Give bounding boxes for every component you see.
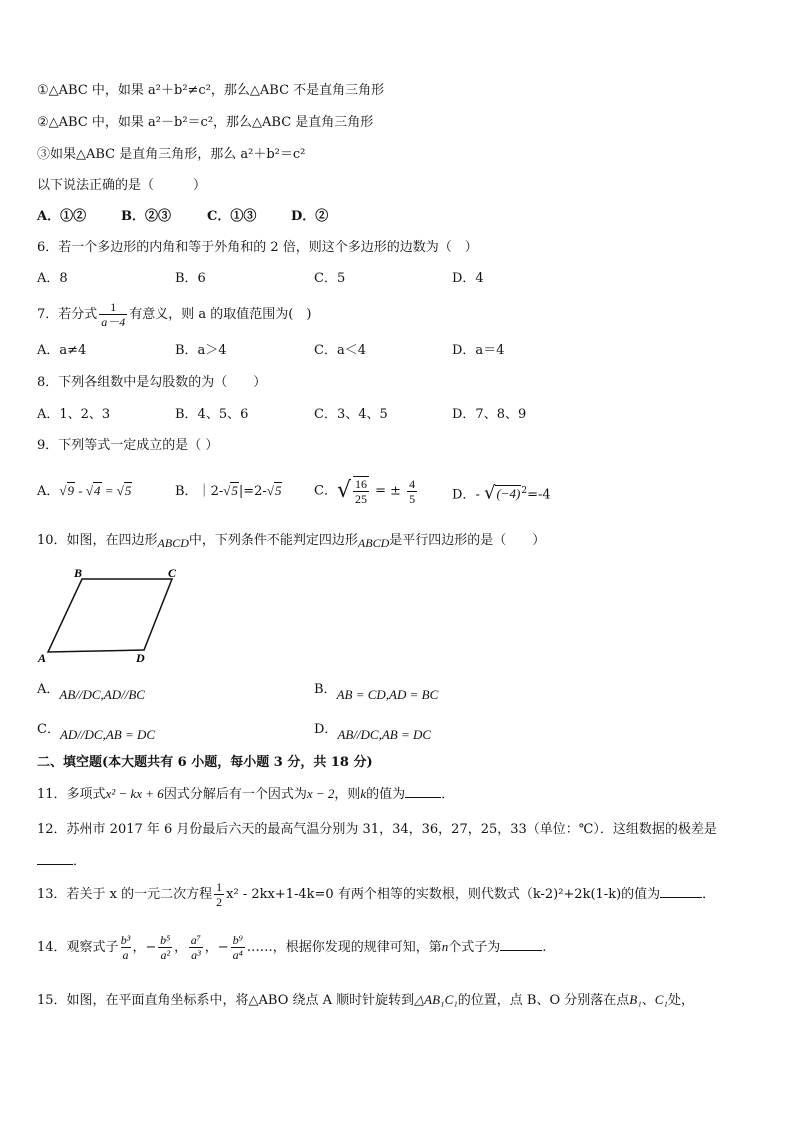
q9-d-label: D． — [452, 487, 476, 503]
question-13 — [37, 880, 715, 909]
q11-mid2: ，则 — [334, 787, 361, 802]
q9-c-den: 25 — [354, 492, 367, 506]
q9-c-rhs — [407, 477, 417, 506]
label-d: D — [136, 651, 145, 665]
statement-1: ①△ABC 中，如果 a²＋b²≠c²，那么△ABC 不是直角三角形 — [37, 83, 385, 98]
q14-frac1-num: b³ — [120, 933, 131, 947]
question-11 — [37, 785, 454, 804]
q9-c-label: C． — [314, 483, 337, 499]
q9-b-rad: 5 — [231, 483, 238, 498]
q9-d-rhs: =-4 — [527, 487, 551, 503]
q10-d-label: D． — [314, 722, 338, 737]
question-7 — [37, 300, 311, 329]
label-a: A — [38, 651, 47, 665]
q11-answer-blank[interactable] — [405, 785, 441, 798]
q14-frac-4 — [231, 933, 245, 962]
q14-frac4-num: b⁹ — [232, 933, 243, 947]
q7-frac-num: 1 — [110, 300, 117, 314]
q11-mid: 因式分解后有一个因式为 — [163, 787, 307, 802]
q14-n: n — [441, 939, 449, 954]
question-9: 9．下列等式一定成立的是（ ） — [37, 438, 219, 453]
q15-end: 处， — [667, 993, 694, 1008]
label-b: B — [74, 566, 83, 580]
section-title: 二、填空题(本大题共有 6 小题，每小题 3 分，共 18 分) — [37, 755, 373, 770]
q9-b-label: B． — [175, 484, 198, 499]
q13-pre: 13．若关于 x 的一元二次方程 — [37, 887, 213, 902]
q9-option-b: B．｜2-√5|=2-√5 — [175, 483, 282, 499]
q14-sign-4: ，− — [204, 940, 229, 955]
q14-frac1-den: a — [122, 948, 129, 962]
q7-option-d: D．a＝4 — [452, 343, 505, 358]
q11-post: 的值为 — [366, 787, 406, 802]
q14-frac4-den: a⁴ — [232, 948, 243, 962]
q14-answer-blank[interactable] — [500, 938, 542, 951]
q13-answer-blank[interactable] — [660, 885, 702, 898]
q10-pre: 10．如图，在四边形 — [37, 533, 158, 548]
option-a: A．①② — [37, 209, 87, 224]
q9-a-rad1: 9 — [67, 483, 75, 498]
q9-d-exp: 2 — [521, 486, 528, 496]
question-14 — [37, 933, 546, 962]
q13-end: ． — [702, 887, 716, 902]
q14-post: ……，根据你发现的规律可知，第 — [246, 940, 442, 955]
q11-end: ． — [441, 787, 455, 802]
q14-frac3-num: a⁷ — [190, 933, 201, 947]
q11-var: k — [360, 786, 367, 801]
q9-c-rhs-num: 4 — [409, 476, 416, 491]
q14-frac2-den: a² — [160, 948, 171, 962]
q15-p1: B₁ — [629, 992, 642, 1007]
q7-option-c: C．a＜4 — [314, 343, 366, 358]
q14-post2: 个式子为 — [448, 940, 501, 955]
q12-end: ． — [73, 854, 87, 869]
q11-poly: x² − kx + 6 — [105, 786, 164, 801]
q14-sign-3: ， — [174, 940, 188, 955]
q9-a-rad3: 5 — [124, 483, 132, 498]
q14-sign-2: ，− — [132, 940, 157, 955]
q14-frac-3 — [189, 933, 203, 962]
q10-option-a — [37, 680, 145, 702]
q15-sep: 、 — [641, 993, 655, 1008]
q6-option-d: D．4 — [452, 271, 484, 286]
statement-prompt: 以下说法正确的是（ ） — [37, 178, 207, 193]
q13-fraction — [214, 880, 224, 909]
q8-option-d: D．7、8、9 — [452, 407, 527, 422]
q9-c-frac — [353, 476, 369, 506]
q13-mid: x² - 2kx+1-4k=0 有两个相等的实数根，则代数式（k-2)²+2k(1-k)的值为 — [226, 887, 661, 902]
q10-option-c — [37, 720, 156, 742]
question-12-cont — [37, 852, 86, 871]
parallelogram-figure — [36, 565, 186, 665]
q10-option-b — [314, 680, 439, 702]
q14-frac-2 — [158, 933, 172, 962]
q10-d-expr: AB//DC,AB = DC — [337, 727, 432, 742]
q10-c-expr: AD//DC,AB = DC — [59, 727, 156, 742]
q10-quad1: ABCD — [157, 536, 189, 550]
question-6: 6．若一个多边形的内角和等于外角和的 2 倍，则这个多边形的边数为（ ） — [37, 240, 478, 255]
q8-option-a: A．1、2、3 — [37, 407, 111, 422]
q13-frac-num: 1 — [216, 880, 223, 894]
statement-2: ②△ABC 中，如果 a²－b²＝c²，那么△ABC 是直角三角形 — [37, 115, 374, 130]
option-c: C．①③ — [207, 209, 257, 224]
q8-option-b: B．4、5、6 — [175, 407, 249, 422]
parallelogram-shape — [48, 579, 172, 652]
q14-pre: 14．观察式子 — [37, 940, 119, 955]
q10-quad2: ABCD — [357, 536, 390, 550]
q9-c-rhs-den: 5 — [409, 491, 416, 506]
q10-c-label: C． — [37, 722, 60, 737]
q6-option-b: B．6 — [175, 271, 206, 286]
q9-b-mid: |=2- — [238, 484, 267, 499]
question-15 — [37, 991, 694, 1010]
q7-frac-den: a－4 — [101, 315, 126, 329]
q9-c-num: 16 — [354, 477, 367, 491]
q9-a-label: A． — [37, 484, 60, 499]
q6-option-c: C．5 — [314, 271, 346, 286]
q9-b-pre: ｜2- — [197, 484, 224, 499]
q10-a-expr: AB//DC,AD//BC — [59, 687, 145, 702]
label-c: C — [168, 566, 177, 580]
q9-option-c: C．√ $\frac{16}{25}$ = ± $\frac{4}{5}$ — [314, 476, 416, 506]
q10-a-label: A． — [37, 682, 60, 697]
option-d: D．② — [291, 209, 329, 224]
q9-a-rad2: 4 — [94, 483, 101, 498]
q10-option-d — [314, 720, 432, 742]
q10-mid: 中，下列条件不能判定四边形 — [188, 533, 358, 548]
q14-frac2-num: b⁵ — [160, 933, 171, 947]
q14-end: . — [542, 940, 547, 955]
q15-p2: C₁ — [654, 992, 668, 1007]
q12-answer-blank[interactable] — [37, 852, 73, 865]
q14-frac-1 — [121, 933, 131, 962]
q10-post: 是平行四边形的是（ ） — [389, 533, 546, 548]
q11-factor: x − 2 — [306, 786, 335, 801]
q6-option-a: A．8 — [37, 271, 68, 286]
q9-option-d: D．- $√(-4)^2=-4$ — [452, 482, 551, 504]
q10-b-expr: AB = CD,AD = BC — [336, 687, 439, 702]
q11-pre: 11．多项式 — [37, 787, 106, 802]
q7-fraction — [99, 300, 127, 329]
q9-b-rad2: 5 — [274, 483, 282, 498]
q15-tri: △AB₁C₁ — [414, 992, 458, 1007]
q7-prefix: 7．若分式 — [37, 307, 98, 322]
q9-option-a: A．√9 - √4 = √5 — [37, 483, 132, 499]
q7-suffix: 有意义，则 a 的取值范围为( ) — [129, 307, 312, 322]
q15-mid: 的位置，点 B、O 分别落在点 — [457, 993, 630, 1008]
q8-option-c: C．3、4、5 — [314, 407, 388, 422]
q15-pre: 15．如图，在平面直角坐标系中，将△ABO 绕点 A 顺时针旋转到 — [37, 993, 415, 1008]
q10-b-label: B． — [314, 682, 337, 697]
q7-option-a: A．a≠4 — [37, 343, 87, 358]
statement-3: ③如果△ABC 是直角三角形，那么 a²＋b²＝c² — [37, 147, 306, 162]
q13-frac-den: 2 — [216, 895, 223, 909]
question-12: 12．苏州市 2017 年 6 月份最后六天的最高气温分别为 31，34，36，27，25，33（单位：℃）．这组数据的极差是 — [37, 822, 717, 837]
question-8: 8．下列各组数中是勾股数的为（ ） — [37, 375, 267, 390]
option-b: B．②③ — [121, 209, 171, 224]
q7-option-b: B．a＞4 — [175, 343, 227, 358]
q14-frac3-den: a³ — [191, 948, 201, 962]
q9-d-inner: (−4) — [496, 486, 521, 502]
question-10 — [37, 532, 545, 552]
